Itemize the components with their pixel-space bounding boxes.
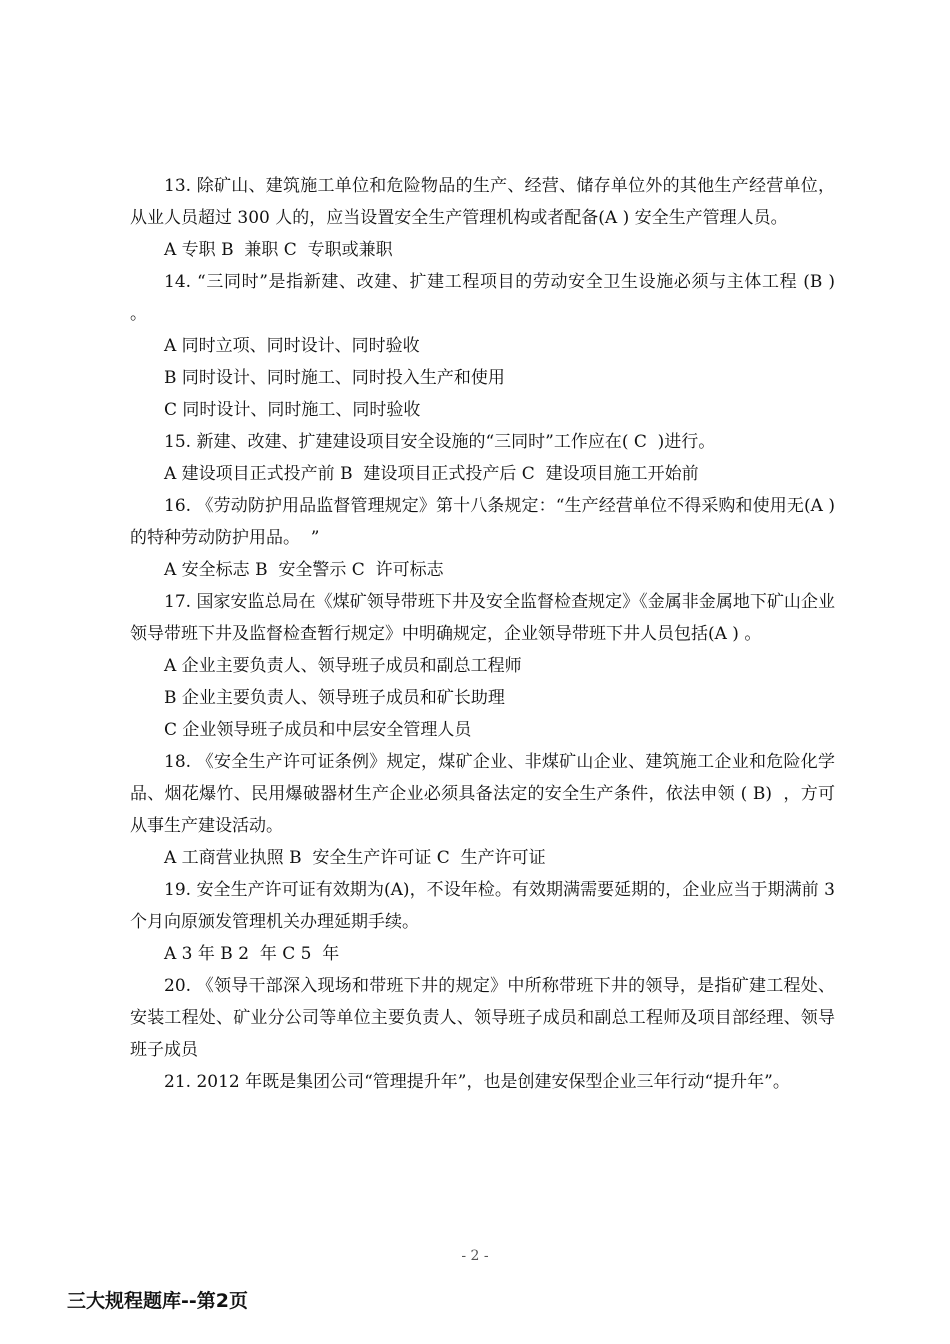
question-17-option-a: A 企业主要负责人、领导班子成员和副总工程师 bbox=[164, 656, 522, 676]
question-17-option-c: C 企业领导班子成员和中层安全管理人员 bbox=[164, 720, 472, 740]
document-body bbox=[130, 170, 846, 1098]
question-18-options: A 工商营业执照 B 安全生产许可证 C 生产许可证 bbox=[164, 848, 546, 868]
question-17: 17. 国家安监总局在《煤矿领导带班下井及安全监督检查规定》《金属非金属地下矿山企业领导带班下井及监督检查暂行规定》中明确规定，企业领导带班下井人员包括(A ) 。 bbox=[130, 592, 835, 644]
footer-title: 三大规程题库--第2页 bbox=[67, 1290, 248, 1312]
question-17-option-b: B 企业主要负责人、领导班子成员和矿长助理 bbox=[164, 688, 505, 708]
question-14-option-a: A 同时立项、同时设计、同时验收 bbox=[164, 336, 420, 356]
question-15: 15. 新建、改建、扩建建设项目安全设施的“三同时”工作应在( C )进行。 bbox=[164, 432, 716, 452]
question-16-options: A 安全标志 B 安全警示 C 许可标志 bbox=[164, 560, 444, 580]
question-21: 21. 2012 年既是集团公司“管理提升年”，也是创建安保型企业三年行动“提升年”。 bbox=[164, 1072, 790, 1092]
question-14-option-b: B 同时设计、同时施工、同时投入生产和使用 bbox=[164, 368, 505, 388]
question-16: 16. 《劳动防护用品监督管理规定》第十八条规定：“生产经营单位不得采购和使用无(A ) 的特种劳动防护用品。 ” bbox=[130, 496, 841, 548]
question-19-options: A 3 年 B 2 年 C 5 年 bbox=[164, 944, 340, 964]
question-18: 18. 《安全生产许可证条例》规定，煤矿企业、非煤矿山企业、建筑施工企业和危险化学品、烟花爆竹、民用爆破器材生产企业必须具备法定的安全生产条件，依法申领 ( B) ，方可从事生产建设活动。 bbox=[130, 752, 835, 836]
page-number: - 2 - bbox=[461, 1248, 489, 1264]
question-15-options: A 建设项目正式投产前 B 建设项目正式投产后 C 建设项目施工开始前 bbox=[164, 464, 699, 484]
question-13: 13. 除矿山、建筑施工单位和危险物品的生产、经营、储存单位外的其他生产经营单位，从业人员超过 300 人的，应当设置安全生产管理机构或者配备(A ) 安全生产管理人员。 bbox=[130, 176, 835, 228]
question-14: 14. “三同时”是指新建、改建、扩建工程项目的劳动安全卫生设施必须与主体工程 (B ) 。 bbox=[130, 272, 846, 324]
question-20: 20. 《领导干部深入现场和带班下井的规定》中所称带班下井的领导，是指矿建工程处、安装工程处、矿业分公司等单位主要负责人、领导班子成员和副总工程师及项目部经理、领导班子成员 bbox=[130, 976, 835, 1060]
question-13-options: A 专职 B 兼职 C 专职或兼职 bbox=[164, 240, 393, 260]
question-14-option-c: C 同时设计、同时施工、同时验收 bbox=[164, 400, 421, 420]
question-19: 19. 安全生产许可证有效期为(A)，不设年检。有效期满需要延期的，企业应当于期满前 3 个月向原颁发管理机关办理延期手续。 bbox=[130, 880, 841, 932]
